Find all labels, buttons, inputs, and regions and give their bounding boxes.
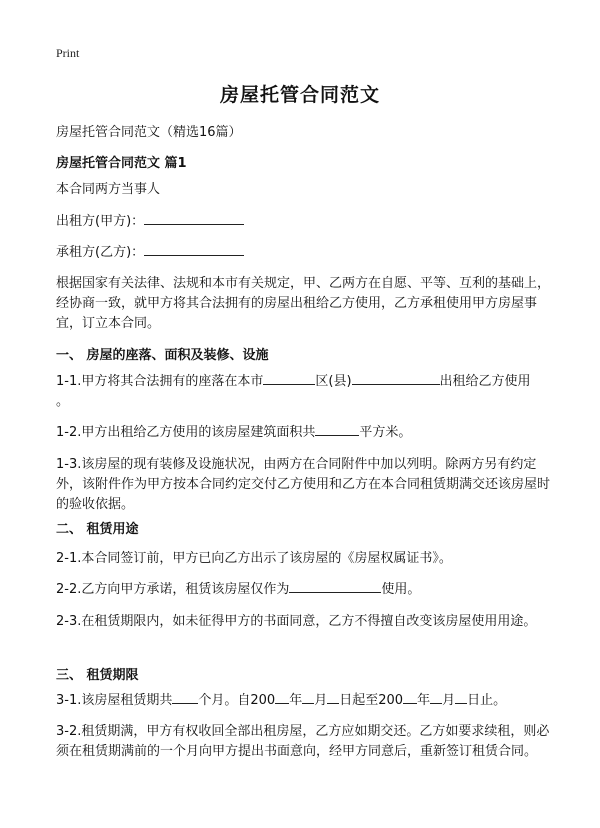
clause-2-3: 2-3.在租赁期限内，如未征得甲方的书面同意，乙方不得擅自改变该房屋使用用途。	[56, 614, 537, 629]
start-year-blank	[275, 691, 289, 704]
heading-3: 三、 租赁期限	[56, 668, 139, 683]
end-day-blank	[455, 691, 467, 704]
lessor-line	[56, 212, 550, 232]
clause-2-2	[56, 580, 550, 600]
clause-3-1-text-f: 年	[417, 693, 431, 708]
lessor-label: 出租方(甲方)：	[56, 214, 145, 229]
usage-blank	[289, 580, 381, 593]
clause-1-1-text-c: 出租给乙方使用	[439, 374, 531, 389]
parties-intro: 本合同两方当事人	[56, 182, 161, 197]
clause-3-1-text-a: 3-1.该房屋租赁期共	[56, 693, 173, 708]
lessor-blank	[144, 212, 244, 225]
clause-3-1-text-c: 年	[289, 693, 303, 708]
area-blank	[315, 423, 359, 436]
lessee-blank	[144, 243, 244, 256]
clause-3-1-text-g: 月	[442, 693, 456, 708]
clause-1-2	[56, 423, 550, 443]
document-subtitle: 房屋托管合同范文（精选16篇）	[56, 125, 242, 140]
lessee-label: 承租方(乙方)：	[56, 245, 145, 260]
clause-3-1-text-d: 月	[314, 693, 328, 708]
months-blank	[172, 691, 198, 704]
clause-1-1	[56, 372, 550, 412]
heading-2: 二、 租赁用途	[56, 522, 139, 537]
clause-2-2-text-a: 2-2.乙方向甲方承诺，租赁该房屋仅作为	[56, 582, 290, 597]
section-title: 房屋托管合同范文 篇1	[56, 156, 187, 171]
clause-3-1-text-b: 个月。自200	[198, 693, 276, 708]
start-day-blank	[327, 691, 339, 704]
district-blank	[263, 372, 315, 385]
clause-1-2-text-b: 平方米。	[359, 425, 412, 440]
clause-1-1-text-b: 区(县)	[315, 374, 352, 389]
address-blank	[352, 372, 440, 385]
print-link[interactable]: Print	[56, 46, 80, 60]
lessee-line	[56, 243, 550, 263]
end-month-blank	[430, 691, 442, 704]
clause-2-1: 2-1.本合同签订前，甲方已向乙方出示了该房屋的《房屋权属证书》。	[56, 551, 452, 566]
heading-1: 一、 房屋的座落、面积及装修、设施	[56, 348, 269, 363]
document-title: 房屋托管合同范文	[219, 84, 380, 106]
preamble-paragraph: 根据国家有关法律、法规和本市有关规定，甲、乙两方在自愿、平等、互利的基础上，经协商一致，就甲方将其合法拥有的房屋出租给乙方使用，乙方承租使用甲方房屋事宜，订立本合同。	[56, 276, 551, 331]
end-year-blank	[403, 691, 417, 704]
clause-2-2-text-b: 使用。	[381, 582, 421, 597]
clause-1-2-text-a: 1-2.甲方出租给乙方使用的该房屋建筑面积共	[56, 425, 316, 440]
clause-1-3: 1-3.该房屋的现有装修及设施状况，由两方在合同附件中加以列明。除两方另有约定外，该附件作为甲方按本合同约定交付乙方使用和乙方在本合同租赁期满交还该房屋时的验收依据。	[56, 457, 551, 512]
clause-1-1-text-a: 1-1.甲方将其合法拥有的座落在本市	[56, 374, 264, 389]
clause-3-1-text-e: 日起至200	[339, 693, 404, 708]
clause-3-1-text-h: 日止。	[467, 693, 507, 708]
clause-3-2: 3-2.租赁期满，甲方有权收回全部出租房屋，乙方应如期交还。乙方如要求续租，则必须在租赁期满前的一个月向甲方提出书面意向，经甲方同意后，重新签订租赁合同。	[56, 724, 550, 759]
clause-3-1	[56, 691, 550, 711]
start-month-blank	[302, 691, 314, 704]
clause-1-1-text-d: 。	[56, 394, 70, 409]
